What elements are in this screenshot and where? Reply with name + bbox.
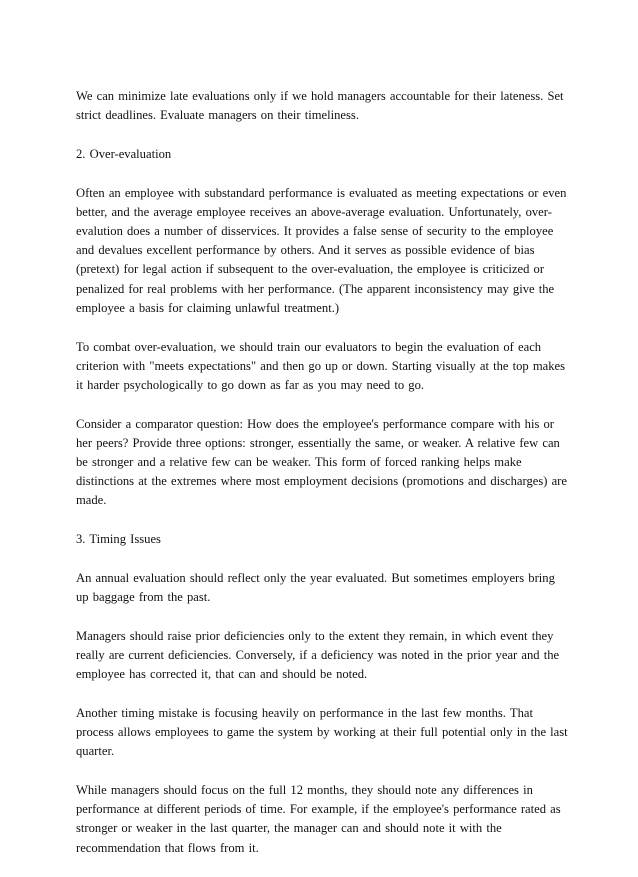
paragraph-combat-over-evaluation: To combat over-evaluation, we should train our evaluators to begin the evaluation of each criterion with "meets expectations" and then go up or down. Starting visually at the top makes it harder psychologically to go down as far as you may need to go. xyxy=(76,339,566,392)
paragraph-late-evaluations: We can minimize late evaluations only if we hold managers accountable for their lateness. Set strict deadlines. Evaluate managers on their timeliness. xyxy=(76,89,564,123)
document-body xyxy=(76,87,568,877)
section-heading-timing-issues: 3. Timing Issues xyxy=(76,532,161,547)
section-heading-over-evaluation: 2. Over-evaluation xyxy=(76,146,172,161)
paragraph-timing-mistake: Another timing mistake is focusing heavily on performance in the last few months. That process allows employees to game the system by working at their full potential only in the last quarter. xyxy=(76,705,568,759)
paragraph-prior-deficiencies: Managers should raise prior deficiencies only to the extent they remain, in which event they really are current deficiencies. Conversely, if a deficiency was noted in the prior year and the employee has corrected it, that can and should be noted. xyxy=(76,628,560,682)
paragraph-full-twelve-months: While managers should focus on the full 12 months, they should note any differences in performance at different periods of time. For example, if the employee's performance rated as stronger or weaker in the last quarter, the manager can and should note it with the recommendation that flows from it. xyxy=(76,782,561,855)
paragraph-over-evaluation-intro: Often an employee with substandard performance is evaluated as meeting expectations or even better, and the average employee receives an above-average evaluation. Unfortunately, over-evalution does a number of disservices. It provides a false sense of security to the employee and devalues excellent performance by others. And it serves as possible evidence of bias (pretext) for legal action if subsequent to the over-evaluation, the employee is criticized or penalized for real problems with her performance. (The apparent inconsistency may give the employee a basis for claiming unlawful treatment.) xyxy=(76,185,567,315)
paragraph-comparator-question: Consider a comparator question: How does the employee's performance compare with his or her peers? Provide three options: stronger, essentially the same, or weaker. A relative few can be stronger and a relative few can be weaker. This form of forced ranking helps make distinctions at the extremes where most employment decisions (promotions and discharges) are made. xyxy=(76,416,567,508)
paragraph-annual-evaluation: An annual evaluation should reflect only the year evaluated. But sometimes employers bring up baggage from the past. xyxy=(76,570,555,605)
